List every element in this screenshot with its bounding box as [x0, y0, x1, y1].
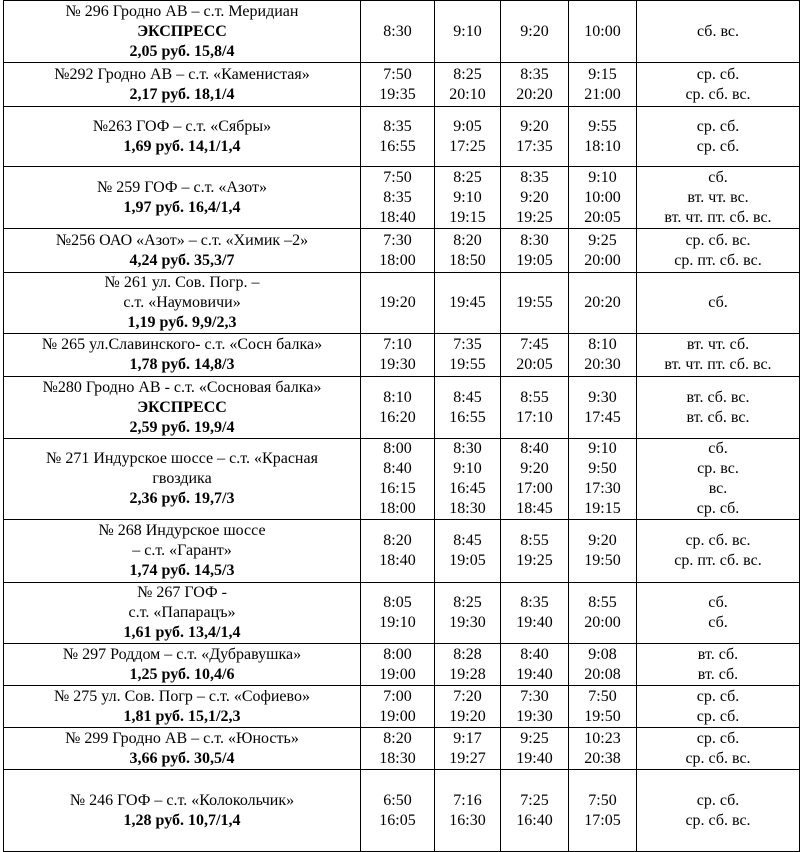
route-fare: 1,81 руб. 15,1/2,3 — [123, 707, 241, 725]
route-row — [4, 334, 800, 377]
route-cell — [4, 167, 361, 229]
time-cell-t2 — [435, 334, 501, 377]
time-cell-t3 — [501, 273, 569, 334]
time-cell-t1 — [361, 107, 435, 167]
time-value: 8:55 — [520, 532, 549, 549]
route-row — [4, 728, 800, 770]
route-name-line: № 259 ГОФ – с.т. «Азот» — [97, 178, 267, 196]
days-value: сб. — [708, 168, 728, 186]
time-value: 8:55 — [520, 388, 549, 406]
time-value: 21:00 — [584, 85, 621, 103]
route-fare: 1,61 руб. 13,4/1,4 — [123, 624, 241, 641]
route-cell — [4, 63, 361, 107]
time-cell-t2 — [435, 728, 501, 770]
days-value: ср. сб. — [696, 791, 740, 809]
time-value: 20:05 — [584, 208, 621, 226]
route-cell — [4, 107, 361, 167]
time-value: 18:50 — [449, 251, 486, 269]
time-cell-t1 — [361, 583, 435, 644]
days-value: ср. сб. — [696, 500, 740, 517]
time-cell-t1 — [361, 63, 435, 107]
time-value: 7:35 — [453, 336, 482, 353]
bus-schedule-table — [3, 0, 800, 852]
time-value: 19:45 — [449, 294, 486, 311]
route-name-line: ЭКСПРЕСС — [137, 22, 227, 40]
days-cell — [637, 107, 800, 167]
route-cell — [4, 728, 361, 770]
time-cell-t4 — [569, 167, 637, 229]
time-value: 19:00 — [379, 707, 416, 725]
time-cell-t2 — [435, 686, 501, 728]
route-fare: 1,97 руб. 16,4/1,4 — [123, 198, 241, 216]
time-value: 17:05 — [584, 811, 621, 829]
time-value: 7:30 — [520, 687, 549, 705]
route-name-line: гвоздика — [152, 470, 212, 487]
route-cell — [4, 1, 361, 63]
time-value: 6:50 — [383, 791, 412, 809]
time-cell-t1 — [361, 686, 435, 728]
time-value: 9:15 — [588, 65, 617, 83]
route-cell — [4, 273, 361, 334]
time-value: 9:10 — [453, 460, 482, 477]
time-value: 8:40 — [520, 645, 549, 663]
days-cell — [637, 1, 800, 63]
route-cell — [4, 770, 361, 852]
days-cell — [637, 583, 800, 644]
time-value: 7:20 — [453, 687, 482, 705]
time-value: 8:45 — [453, 532, 482, 549]
route-cell — [4, 439, 361, 520]
time-value: 18:45 — [516, 500, 553, 517]
time-value: 8:35 — [383, 188, 412, 206]
time-value: 7:30 — [383, 231, 412, 249]
time-value: 7:45 — [520, 336, 549, 353]
route-fare: 2,36 руб. 19,7/3 — [129, 490, 235, 507]
days-value: сб. — [708, 294, 728, 311]
time-value: 8:10 — [383, 388, 412, 406]
time-value: 8:35 — [520, 65, 549, 83]
time-cell-t4 — [569, 686, 637, 728]
time-value: 19:50 — [584, 552, 621, 569]
days-value: вт. сб. — [697, 645, 739, 663]
time-value: 8:25 — [453, 168, 482, 186]
time-value: 16:15 — [379, 480, 416, 497]
route-name-line: ЭКСПРЕСС — [137, 398, 227, 416]
time-cell-t3 — [501, 334, 569, 377]
time-value: 9:20 — [520, 22, 549, 40]
time-cell-t4 — [569, 583, 637, 644]
route-name-line: №292 Гродно АВ – с.т. «Каменистая» — [54, 65, 310, 83]
route-name-line: № 299 Гродно АВ – с.т. «Юность» — [65, 729, 299, 747]
time-value: 19:25 — [516, 208, 553, 226]
time-cell-t2 — [435, 583, 501, 644]
days-cell — [637, 167, 800, 229]
time-value: 9:30 — [588, 388, 617, 406]
route-name-line: № 275 ул. Сов. Погр – с.т. «Софиево» — [54, 687, 310, 705]
route-name-line: № 271 Индурское шоссе – с.т. «Красная — [46, 450, 318, 467]
time-value: 16:40 — [516, 811, 553, 829]
time-cell-t2 — [435, 644, 501, 686]
time-value: 19:40 — [516, 614, 553, 631]
time-value: 20:30 — [584, 356, 621, 373]
days-value: вт. чт. пт. сб. вс. — [664, 208, 772, 226]
time-value: 10:00 — [584, 22, 621, 40]
route-fare: 2,05 руб. 15,8/4 — [129, 42, 235, 60]
time-value: 19:50 — [584, 707, 621, 725]
time-value: 19:20 — [449, 707, 486, 725]
time-value: 7:50 — [588, 791, 617, 809]
time-cell-t2 — [435, 229, 501, 273]
time-value: 9:20 — [520, 117, 549, 135]
days-value: вт. сб. вс. — [686, 408, 750, 426]
time-value: 8:55 — [588, 594, 617, 611]
route-cell — [4, 520, 361, 583]
time-cell-t1 — [361, 439, 435, 520]
time-cell-t3 — [501, 63, 569, 107]
days-value: ср. пт. сб. вс. — [674, 552, 762, 569]
route-name-line: №280 Гродно АВ - с.т. «Сосновая балка» — [42, 378, 322, 396]
days-value: вс. — [708, 480, 728, 497]
time-value: 19:10 — [379, 614, 416, 631]
route-name-line: – с.т. «Гарант» — [132, 542, 232, 559]
route-name-line: № 261 ул. Сов. Погр. – — [104, 274, 260, 291]
time-value: 17:30 — [584, 480, 621, 497]
route-name-line: с.т. «Наумовичи» — [123, 294, 241, 311]
days-cell — [637, 273, 800, 334]
route-name-line: с.т. «Папарацъ» — [128, 604, 236, 621]
time-cell-t3 — [501, 770, 569, 852]
time-value: 8:28 — [453, 645, 482, 663]
time-value: 19:05 — [449, 552, 486, 569]
route-fare: 1,78 руб. 14,8/3 — [129, 356, 235, 373]
time-cell-t2 — [435, 439, 501, 520]
time-value: 8:30 — [520, 231, 549, 249]
time-cell-t3 — [501, 167, 569, 229]
time-value: 8:35 — [520, 594, 549, 611]
route-cell — [4, 583, 361, 644]
days-value: ср. пт. сб. вс. — [674, 251, 762, 269]
time-cell-t2 — [435, 1, 501, 63]
time-value: 20:20 — [516, 85, 553, 103]
days-value: ср. сб. вс. — [685, 811, 751, 829]
days-value: вт. чт. сб. — [686, 336, 750, 353]
time-cell-t2 — [435, 63, 501, 107]
days-value: сб. — [708, 614, 728, 631]
time-value: 20:20 — [584, 294, 621, 311]
time-value: 9:05 — [453, 117, 482, 135]
time-cell-t4 — [569, 377, 637, 439]
days-value: ср. сб. вс. — [685, 532, 751, 549]
route-fare: 4,24 руб. 35,3/7 — [129, 251, 235, 269]
time-value: 8:10 — [588, 336, 617, 353]
time-value: 8:30 — [383, 22, 412, 40]
time-value: 19:15 — [449, 208, 486, 226]
route-name-line: № 267 ГОФ - — [137, 584, 227, 601]
time-value: 19:05 — [516, 251, 553, 269]
time-value: 8:20 — [383, 729, 412, 747]
time-value: 9:50 — [588, 460, 617, 477]
time-cell-t3 — [501, 1, 569, 63]
time-value: 7:50 — [588, 687, 617, 705]
time-value: 16:45 — [449, 480, 486, 497]
time-value: 19:20 — [379, 294, 416, 311]
time-cell-t3 — [501, 377, 569, 439]
time-value: 17:00 — [516, 480, 553, 497]
time-value: 8:25 — [453, 65, 482, 83]
route-fare: 1,28 руб. 10,7/1,4 — [123, 811, 241, 829]
time-value: 7:00 — [383, 687, 412, 705]
time-value: 16:30 — [449, 811, 486, 829]
time-cell-t4 — [569, 1, 637, 63]
route-row — [4, 644, 800, 686]
time-value: 8:00 — [383, 440, 412, 457]
time-value: 9:20 — [588, 532, 617, 549]
days-cell — [637, 770, 800, 852]
route-row — [4, 686, 800, 728]
time-value: 19:40 — [516, 665, 553, 683]
route-cell — [4, 377, 361, 439]
time-value: 16:55 — [449, 408, 486, 426]
time-value: 18:30 — [379, 749, 416, 767]
route-fare: 1,74 руб. 14,5/3 — [129, 562, 235, 579]
days-cell — [637, 63, 800, 107]
days-cell — [637, 229, 800, 273]
route-fare: 3,66 руб. 30,5/4 — [129, 749, 235, 767]
time-value: 8:40 — [520, 440, 549, 457]
route-fare: 1,19 руб. 9,9/2,3 — [127, 314, 237, 331]
route-row — [4, 1, 800, 63]
route-name-line: № 296 Гродно АВ – с.т. Меридиан — [65, 2, 299, 20]
time-cell-t1 — [361, 229, 435, 273]
days-cell — [637, 377, 800, 439]
time-value: 17:35 — [516, 137, 553, 155]
days-cell — [637, 520, 800, 583]
time-cell-t4 — [569, 229, 637, 273]
time-cell-t1 — [361, 167, 435, 229]
time-value: 9:08 — [588, 645, 617, 663]
time-value: 9:20 — [520, 188, 549, 206]
route-row — [4, 167, 800, 229]
time-value: 19:35 — [379, 85, 416, 103]
time-cell-t4 — [569, 107, 637, 167]
time-value: 19:27 — [449, 749, 486, 767]
time-cell-t4 — [569, 644, 637, 686]
days-cell — [637, 728, 800, 770]
time-value: 7:10 — [383, 336, 412, 353]
days-value: ср. сб. — [696, 729, 740, 747]
route-row — [4, 520, 800, 583]
time-value: 20:05 — [516, 356, 553, 373]
route-name-line: № 268 Индурское шоссе — [98, 522, 266, 539]
days-value: ср. сб. — [696, 687, 740, 705]
route-name-line: №256 ОАО «Азот» – с.т. «Химик –2» — [55, 231, 309, 249]
route-fare: 1,69 руб. 14,1/1,4 — [123, 137, 241, 155]
days-cell — [637, 439, 800, 520]
time-value: 20:08 — [584, 665, 621, 683]
time-value: 20:00 — [584, 614, 621, 631]
time-value: 10:00 — [584, 188, 621, 206]
time-value: 18:30 — [449, 500, 486, 517]
days-value: ср. сб. — [696, 137, 740, 155]
time-value: 19:40 — [516, 749, 553, 767]
route-row — [4, 583, 800, 644]
days-value: ср. сб. — [696, 707, 740, 725]
time-value: 8:05 — [383, 594, 412, 611]
time-cell-t4 — [569, 273, 637, 334]
time-value: 17:25 — [449, 137, 486, 155]
route-cell — [4, 686, 361, 728]
time-cell-t4 — [569, 520, 637, 583]
route-cell — [4, 334, 361, 377]
route-cell — [4, 644, 361, 686]
route-row — [4, 229, 800, 273]
time-value: 9:10 — [453, 22, 482, 40]
time-cell-t4 — [569, 63, 637, 107]
time-cell-t3 — [501, 728, 569, 770]
time-value: 9:17 — [453, 729, 482, 747]
time-cell-t3 — [501, 644, 569, 686]
route-fare: 1,25 руб. 10,4/6 — [129, 665, 235, 683]
time-value: 8:20 — [453, 231, 482, 249]
time-value: 8:30 — [453, 440, 482, 457]
time-value: 8:35 — [383, 117, 412, 135]
time-value: 19:30 — [516, 707, 553, 725]
route-fare: 2,17 руб. 18,1/4 — [129, 85, 235, 103]
time-value: 7:25 — [520, 791, 549, 809]
time-value: 20:38 — [584, 749, 621, 767]
days-value: ср. сб. — [696, 117, 740, 135]
route-cell — [4, 229, 361, 273]
days-value: сб. — [708, 440, 728, 457]
days-value: ср. сб. вс. — [685, 231, 751, 249]
time-cell-t2 — [435, 107, 501, 167]
time-value: 18:00 — [379, 251, 416, 269]
time-value: 17:10 — [516, 408, 553, 426]
time-cell-t2 — [435, 377, 501, 439]
time-cell-t1 — [361, 273, 435, 334]
time-value: 7:50 — [383, 65, 412, 83]
time-cell-t3 — [501, 107, 569, 167]
time-value: 9:10 — [588, 168, 617, 186]
route-name-line: №263 ГОФ – с.т. «Сябры» — [92, 117, 272, 135]
time-value: 20:00 — [584, 251, 621, 269]
time-value: 19:00 — [379, 665, 416, 683]
time-value: 9:55 — [588, 117, 617, 135]
time-cell-t1 — [361, 770, 435, 852]
time-value: 19:28 — [449, 665, 486, 683]
days-cell — [637, 334, 800, 377]
days-value: вт. чт. пт. сб. вс. — [664, 356, 772, 373]
time-cell-t3 — [501, 229, 569, 273]
time-value: 18:00 — [379, 500, 416, 517]
time-cell-t4 — [569, 770, 637, 852]
time-cell-t2 — [435, 520, 501, 583]
time-value: 19:30 — [379, 356, 416, 373]
route-name-line: № 246 ГОФ – с.т. «Колокольчик» — [69, 791, 295, 809]
time-value: 19:25 — [516, 552, 553, 569]
days-value: вт. чт. вс. — [687, 188, 749, 206]
time-value: 7:50 — [383, 168, 412, 186]
route-fare: 2,59 руб. 19,9/4 — [129, 418, 235, 436]
route-row — [4, 770, 800, 852]
time-value: 8:25 — [453, 594, 482, 611]
route-row — [4, 107, 800, 167]
time-value: 18:40 — [379, 208, 416, 226]
time-value: 9:20 — [520, 460, 549, 477]
time-value: 8:45 — [453, 388, 482, 406]
time-value: 8:35 — [520, 168, 549, 186]
days-value: ср. сб. — [696, 65, 740, 83]
time-value: 8:00 — [383, 645, 412, 663]
time-cell-t3 — [501, 439, 569, 520]
time-value: 19:15 — [584, 500, 621, 517]
time-value: 16:55 — [379, 137, 416, 155]
time-value: 18:10 — [584, 137, 621, 155]
time-cell-t1 — [361, 377, 435, 439]
route-row — [4, 377, 800, 439]
days-value: вт. сб. — [697, 665, 739, 683]
time-value: 16:20 — [379, 408, 416, 426]
days-value: ср. сб. вс. — [685, 749, 751, 767]
days-value: сб. — [708, 594, 728, 611]
days-value: сб. вс. — [697, 22, 739, 40]
time-cell-t3 — [501, 520, 569, 583]
time-cell-t1 — [361, 334, 435, 377]
route-name-line: № 297 Роддом – с.т. «Дубравушка» — [62, 645, 302, 663]
time-value: 8:20 — [383, 532, 412, 549]
days-value: вт. сб. вс. — [686, 388, 750, 406]
time-cell-t4 — [569, 439, 637, 520]
time-cell-t3 — [501, 583, 569, 644]
time-value: 19:55 — [516, 294, 553, 311]
time-value: 7:16 — [453, 791, 482, 809]
time-cell-t4 — [569, 728, 637, 770]
time-cell-t2 — [435, 273, 501, 334]
time-value: 16:05 — [379, 811, 416, 829]
schedule-body — [4, 1, 800, 852]
days-value: ср. вс. — [697, 460, 739, 477]
time-cell-t1 — [361, 728, 435, 770]
time-cell-t3 — [501, 686, 569, 728]
time-value: 9:10 — [453, 188, 482, 206]
time-value: 9:10 — [588, 440, 617, 457]
route-row — [4, 63, 800, 107]
time-value: 20:10 — [449, 85, 486, 103]
route-name-line: № 265 ул.Славинского- с.т. «Сосн балка» — [41, 336, 323, 353]
time-cell-t2 — [435, 167, 501, 229]
time-value: 9:25 — [588, 231, 617, 249]
days-value: ср. сб. вс. — [685, 85, 751, 103]
time-cell-t1 — [361, 644, 435, 686]
days-cell — [637, 644, 800, 686]
days-cell — [637, 686, 800, 728]
time-value: 17:45 — [584, 408, 621, 426]
route-row — [4, 439, 800, 520]
time-cell-t4 — [569, 334, 637, 377]
time-value: 8:40 — [383, 460, 412, 477]
time-value: 10:23 — [584, 729, 621, 747]
time-value: 19:55 — [449, 356, 486, 373]
time-value: 19:30 — [449, 614, 486, 631]
route-row — [4, 273, 800, 334]
time-cell-t1 — [361, 1, 435, 63]
time-cell-t1 — [361, 520, 435, 583]
time-value: 9:25 — [520, 729, 549, 747]
time-value: 18:40 — [379, 552, 416, 569]
time-cell-t2 — [435, 770, 501, 852]
